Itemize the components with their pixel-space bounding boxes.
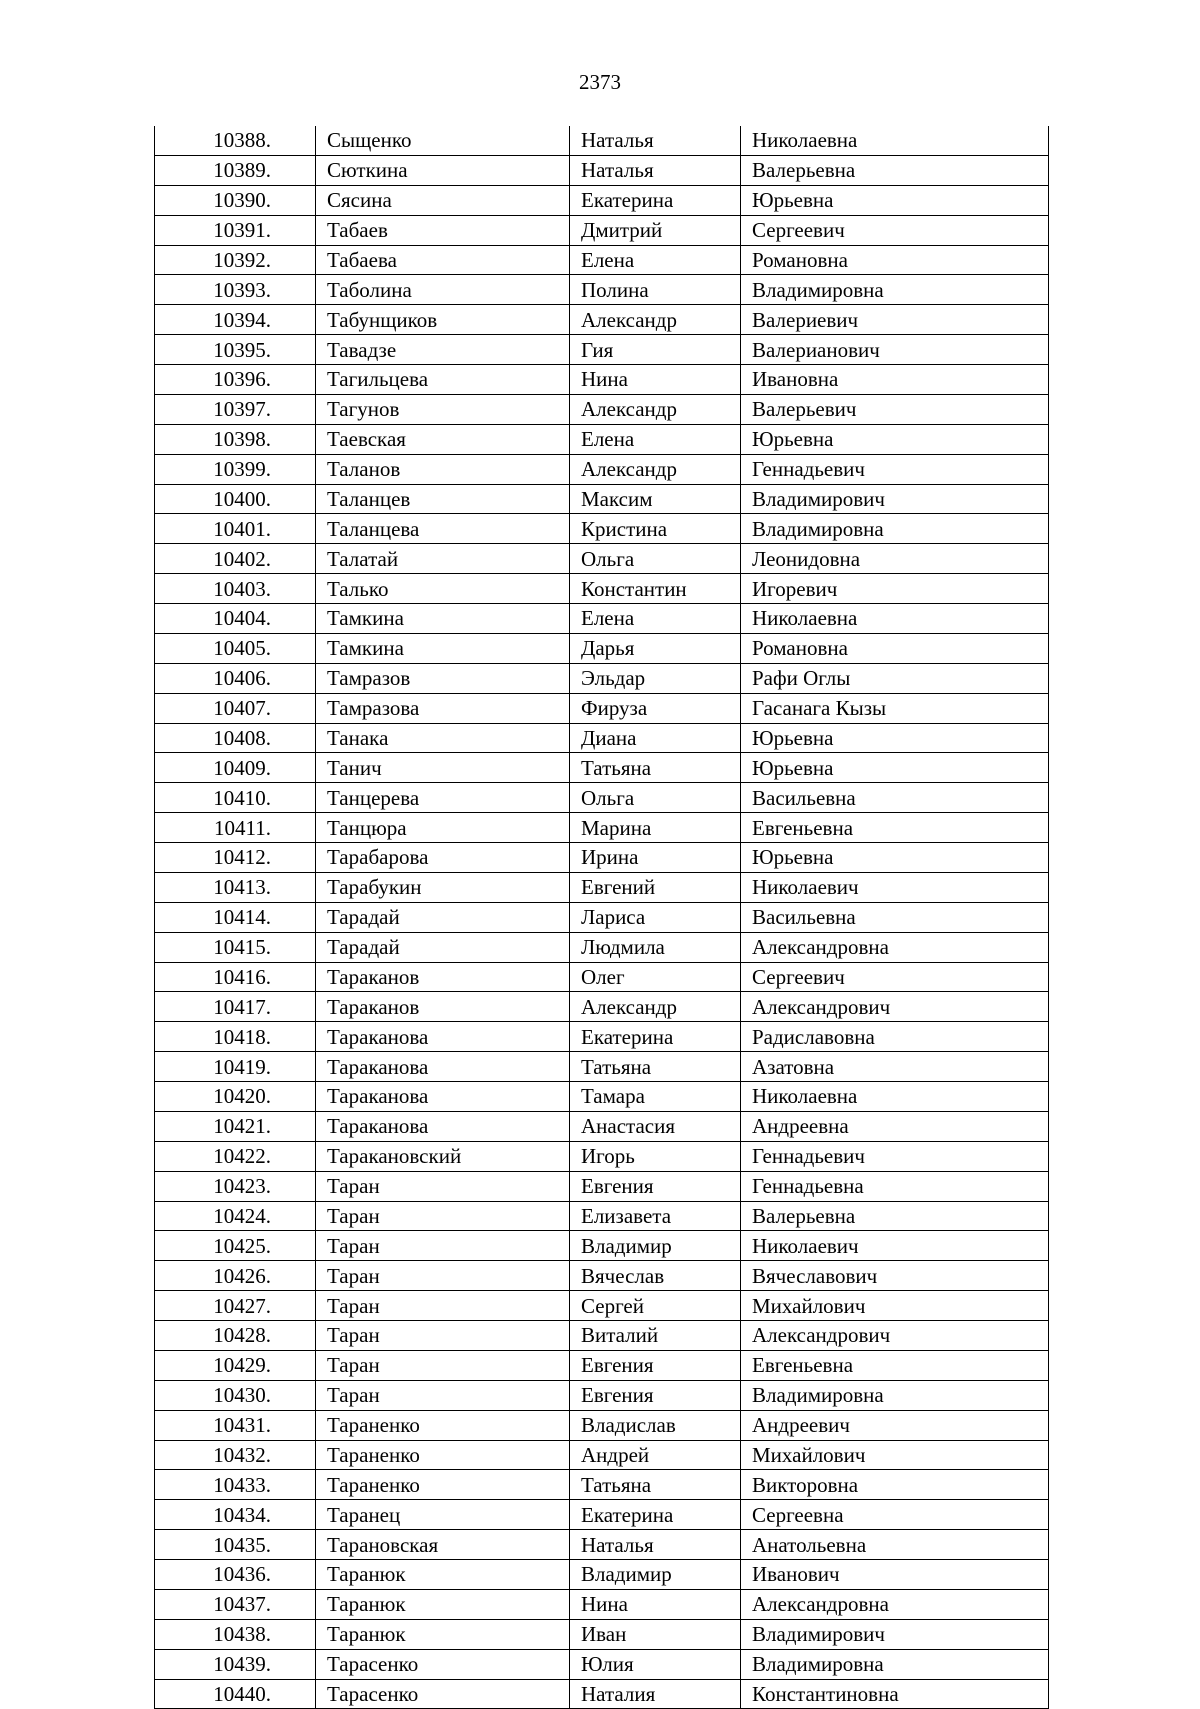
- patronymic: Гасанага Кызы: [741, 693, 1049, 723]
- patronymic: Владимирович: [741, 484, 1049, 514]
- patronymic: Ивановна: [741, 365, 1049, 395]
- table-row: [155, 544, 1049, 574]
- first-name: Андрей: [570, 1440, 741, 1470]
- first-name: Татьяна: [570, 1470, 741, 1500]
- first-name: Владимир: [570, 1560, 741, 1590]
- first-name: Нина: [570, 365, 741, 395]
- patronymic: Сергеевна: [741, 1500, 1049, 1530]
- first-name: Наталья: [570, 155, 741, 185]
- patronymic: Юрьевна: [741, 424, 1049, 454]
- patronymic: Валерьевич: [741, 394, 1049, 424]
- name-roster-table: [154, 126, 1049, 1709]
- patronymic: Васильевна: [741, 902, 1049, 932]
- table-row: [155, 843, 1049, 873]
- first-name: Наталья: [570, 126, 741, 155]
- row-number: 10389.: [155, 155, 316, 185]
- last-name: Тараненко: [316, 1410, 570, 1440]
- last-name: Танака: [316, 723, 570, 753]
- table-row: [155, 1350, 1049, 1380]
- table-row: [155, 1141, 1049, 1171]
- last-name: Таран: [316, 1380, 570, 1410]
- last-name: Табаев: [316, 215, 570, 245]
- last-name: Сыщенко: [316, 126, 570, 155]
- row-number: 10408.: [155, 723, 316, 753]
- last-name: Таранюк: [316, 1560, 570, 1590]
- patronymic: Геннадьевна: [741, 1171, 1049, 1201]
- row-number: 10393.: [155, 275, 316, 305]
- row-number: 10439.: [155, 1649, 316, 1679]
- patronymic: Валерьевна: [741, 1201, 1049, 1231]
- first-name: Диана: [570, 723, 741, 753]
- table-row: [155, 454, 1049, 484]
- patronymic: Вячеславович: [741, 1261, 1049, 1291]
- last-name: Тараненко: [316, 1470, 570, 1500]
- patronymic: Николаевна: [741, 604, 1049, 634]
- row-number: 10394.: [155, 305, 316, 335]
- row-number: 10429.: [155, 1350, 316, 1380]
- last-name: Таевская: [316, 424, 570, 454]
- row-number: 10416.: [155, 962, 316, 992]
- row-number: 10407.: [155, 693, 316, 723]
- table-row: [155, 1052, 1049, 1082]
- last-name: Таран: [316, 1171, 570, 1201]
- table-row: [155, 604, 1049, 634]
- table-row: [155, 1410, 1049, 1440]
- table-row: [155, 783, 1049, 813]
- first-name: Иван: [570, 1619, 741, 1649]
- first-name: Юлия: [570, 1649, 741, 1679]
- first-name: Эльдар: [570, 663, 741, 693]
- first-name: Владислав: [570, 1410, 741, 1440]
- row-number: 10412.: [155, 843, 316, 873]
- table-row: [155, 1619, 1049, 1649]
- row-number: 10414.: [155, 902, 316, 932]
- table-row: [155, 693, 1049, 723]
- table-row: [155, 424, 1049, 454]
- last-name: Таболина: [316, 275, 570, 305]
- last-name: Тараканов: [316, 992, 570, 1022]
- row-number: 10418.: [155, 1022, 316, 1052]
- table-row: [155, 335, 1049, 365]
- last-name: Таран: [316, 1291, 570, 1321]
- row-number: 10427.: [155, 1291, 316, 1321]
- patronymic: Николаевич: [741, 872, 1049, 902]
- patronymic: Николаевич: [741, 1231, 1049, 1261]
- patronymic: Викторовна: [741, 1470, 1049, 1500]
- last-name: Таранюк: [316, 1589, 570, 1619]
- patronymic: Азатовна: [741, 1052, 1049, 1082]
- table-row: [155, 813, 1049, 843]
- last-name: Таран: [316, 1350, 570, 1380]
- first-name: Дмитрий: [570, 215, 741, 245]
- last-name: Таланцев: [316, 484, 570, 514]
- row-number: 10440.: [155, 1679, 316, 1709]
- row-number: 10396.: [155, 365, 316, 395]
- patronymic: Рафи Оглы: [741, 663, 1049, 693]
- row-number: 10405.: [155, 633, 316, 663]
- row-number: 10417.: [155, 992, 316, 1022]
- first-name: Константин: [570, 574, 741, 604]
- table-row: [155, 1560, 1049, 1590]
- table-row: [155, 1679, 1049, 1709]
- first-name: Наталия: [570, 1679, 741, 1709]
- first-name: Екатерина: [570, 185, 741, 215]
- patronymic: Михайлович: [741, 1440, 1049, 1470]
- table-row: [155, 1171, 1049, 1201]
- first-name: Елена: [570, 424, 741, 454]
- first-name: Ольга: [570, 783, 741, 813]
- first-name: Владимир: [570, 1231, 741, 1261]
- first-name: Сергей: [570, 1291, 741, 1321]
- first-name: Виталий: [570, 1321, 741, 1351]
- table-row: [155, 1470, 1049, 1500]
- last-name: Тарасенко: [316, 1679, 570, 1709]
- last-name: Тавадзе: [316, 335, 570, 365]
- table-row: [155, 245, 1049, 275]
- row-number: 10402.: [155, 544, 316, 574]
- patronymic: Васильевна: [741, 783, 1049, 813]
- patronymic: Игоревич: [741, 574, 1049, 604]
- last-name: Табунщиков: [316, 305, 570, 335]
- patronymic: Романовна: [741, 245, 1049, 275]
- last-name: Тараканова: [316, 1111, 570, 1141]
- table-row: [155, 1022, 1049, 1052]
- roster-body: [155, 126, 1049, 1709]
- last-name: Таран: [316, 1321, 570, 1351]
- last-name: Таран: [316, 1261, 570, 1291]
- last-name: Тамразов: [316, 663, 570, 693]
- patronymic: Владимировна: [741, 275, 1049, 305]
- first-name: Кристина: [570, 514, 741, 544]
- table-row: [155, 1261, 1049, 1291]
- patronymic: Владимировна: [741, 514, 1049, 544]
- first-name: Дарья: [570, 633, 741, 663]
- first-name: Полина: [570, 275, 741, 305]
- last-name: Талатай: [316, 544, 570, 574]
- table-row: [155, 872, 1049, 902]
- patronymic: Евгеньевна: [741, 813, 1049, 843]
- row-number: 10409.: [155, 753, 316, 783]
- last-name: Тагунов: [316, 394, 570, 424]
- table-row: [155, 215, 1049, 245]
- first-name: Евгения: [570, 1380, 741, 1410]
- patronymic: Сергеевич: [741, 962, 1049, 992]
- row-number: 10391.: [155, 215, 316, 245]
- last-name: Таракановский: [316, 1141, 570, 1171]
- patronymic: Романовна: [741, 633, 1049, 663]
- table-row: [155, 484, 1049, 514]
- table-row: [155, 663, 1049, 693]
- patronymic: Владимировна: [741, 1649, 1049, 1679]
- patronymic: Владимирович: [741, 1619, 1049, 1649]
- table-row: [155, 633, 1049, 663]
- last-name: Таран: [316, 1231, 570, 1261]
- row-number: 10395.: [155, 335, 316, 365]
- row-number: 10415.: [155, 932, 316, 962]
- table-row: [155, 932, 1049, 962]
- last-name: Тарасенко: [316, 1649, 570, 1679]
- last-name: Тамкина: [316, 633, 570, 663]
- table-row: [155, 1111, 1049, 1141]
- patronymic: Юрьевна: [741, 843, 1049, 873]
- table-row: [155, 1082, 1049, 1112]
- table-row: [155, 1291, 1049, 1321]
- row-number: 10400.: [155, 484, 316, 514]
- table-row: [155, 1321, 1049, 1351]
- patronymic: Николаевна: [741, 126, 1049, 155]
- row-number: 10406.: [155, 663, 316, 693]
- patronymic: Андреевна: [741, 1111, 1049, 1141]
- patronymic: Владимировна: [741, 1380, 1049, 1410]
- patronymic: Леонидовна: [741, 544, 1049, 574]
- first-name: Александр: [570, 394, 741, 424]
- first-name: Александр: [570, 992, 741, 1022]
- row-number: 10410.: [155, 783, 316, 813]
- patronymic: Валериевич: [741, 305, 1049, 335]
- table-row: [155, 514, 1049, 544]
- table-row: [155, 394, 1049, 424]
- table-row: [155, 1530, 1049, 1560]
- row-number: 10425.: [155, 1231, 316, 1261]
- first-name: Людмила: [570, 932, 741, 962]
- row-number: 10421.: [155, 1111, 316, 1141]
- last-name: Тамразова: [316, 693, 570, 723]
- patronymic: Юрьевна: [741, 723, 1049, 753]
- last-name: Таланцева: [316, 514, 570, 544]
- row-number: 10432.: [155, 1440, 316, 1470]
- first-name: Екатерина: [570, 1022, 741, 1052]
- table-row: [155, 723, 1049, 753]
- last-name: Тараканова: [316, 1022, 570, 1052]
- patronymic: Юрьевна: [741, 185, 1049, 215]
- row-number: 10433.: [155, 1470, 316, 1500]
- patronymic: Михайлович: [741, 1291, 1049, 1321]
- patronymic: Константиновна: [741, 1679, 1049, 1709]
- table-row: [155, 1440, 1049, 1470]
- table-row: [155, 902, 1049, 932]
- row-number: 10390.: [155, 185, 316, 215]
- first-name: Александр: [570, 305, 741, 335]
- table-row: [155, 155, 1049, 185]
- first-name: Марина: [570, 813, 741, 843]
- table-row: [155, 1500, 1049, 1530]
- patronymic: Александрович: [741, 992, 1049, 1022]
- table-row: [155, 185, 1049, 215]
- row-number: 10397.: [155, 394, 316, 424]
- row-number: 10424.: [155, 1201, 316, 1231]
- first-name: Лариса: [570, 902, 741, 932]
- patronymic: Андреевич: [741, 1410, 1049, 1440]
- last-name: Танич: [316, 753, 570, 783]
- first-name: Ольга: [570, 544, 741, 574]
- table-row: [155, 305, 1049, 335]
- table-row: [155, 1231, 1049, 1261]
- row-number: 10398.: [155, 424, 316, 454]
- first-name: Нина: [570, 1589, 741, 1619]
- row-number: 10437.: [155, 1589, 316, 1619]
- row-number: 10401.: [155, 514, 316, 544]
- last-name: Тараканова: [316, 1052, 570, 1082]
- last-name: Тарановская: [316, 1530, 570, 1560]
- first-name: Елена: [570, 604, 741, 634]
- row-number: 10422.: [155, 1141, 316, 1171]
- row-number: 10413.: [155, 872, 316, 902]
- first-name: Вячеслав: [570, 1261, 741, 1291]
- last-name: Таранец: [316, 1500, 570, 1530]
- row-number: 10411.: [155, 813, 316, 843]
- last-name: Сясина: [316, 185, 570, 215]
- row-number: 10430.: [155, 1380, 316, 1410]
- row-number: 10434.: [155, 1500, 316, 1530]
- patronymic: Александрович: [741, 1321, 1049, 1351]
- first-name: Максим: [570, 484, 741, 514]
- first-name: Тамара: [570, 1082, 741, 1112]
- row-number: 10438.: [155, 1619, 316, 1649]
- row-number: 10436.: [155, 1560, 316, 1590]
- last-name: Табаева: [316, 245, 570, 275]
- patronymic: Радиславовна: [741, 1022, 1049, 1052]
- patronymic: Юрьевна: [741, 753, 1049, 783]
- row-number: 10419.: [155, 1052, 316, 1082]
- first-name: Игорь: [570, 1141, 741, 1171]
- row-number: 10420.: [155, 1082, 316, 1112]
- last-name: Тарадай: [316, 902, 570, 932]
- table-row: [155, 126, 1049, 155]
- last-name: Тараканов: [316, 962, 570, 992]
- table-row: [155, 1201, 1049, 1231]
- row-number: 10435.: [155, 1530, 316, 1560]
- patronymic: Геннадьевич: [741, 454, 1049, 484]
- patronymic: Александровна: [741, 1589, 1049, 1619]
- last-name: Танцюра: [316, 813, 570, 843]
- row-number: 10399.: [155, 454, 316, 484]
- patronymic: Геннадьевич: [741, 1141, 1049, 1171]
- first-name: Ирина: [570, 843, 741, 873]
- first-name: Татьяна: [570, 1052, 741, 1082]
- first-name: Олег: [570, 962, 741, 992]
- last-name: Тарабукин: [316, 872, 570, 902]
- last-name: Сюткина: [316, 155, 570, 185]
- table-row: [155, 962, 1049, 992]
- row-number: 10426.: [155, 1261, 316, 1291]
- table-row: [155, 1649, 1049, 1679]
- last-name: Тараканова: [316, 1082, 570, 1112]
- first-name: Гия: [570, 335, 741, 365]
- first-name: Анастасия: [570, 1111, 741, 1141]
- last-name: Тагильцева: [316, 365, 570, 395]
- patronymic: Анатольевна: [741, 1530, 1049, 1560]
- table-row: [155, 992, 1049, 1022]
- table-row: [155, 275, 1049, 305]
- patronymic: Евгеньевна: [741, 1350, 1049, 1380]
- last-name: Таранюк: [316, 1619, 570, 1649]
- last-name: Таран: [316, 1201, 570, 1231]
- patronymic: Валерьевна: [741, 155, 1049, 185]
- table-row: [155, 1589, 1049, 1619]
- table-row: [155, 365, 1049, 395]
- last-name: Тарадай: [316, 932, 570, 962]
- patronymic: Сергеевич: [741, 215, 1049, 245]
- last-name: Таланов: [316, 454, 570, 484]
- first-name: Евгения: [570, 1350, 741, 1380]
- first-name: Наталья: [570, 1530, 741, 1560]
- row-number: 10392.: [155, 245, 316, 275]
- first-name: Евгений: [570, 872, 741, 902]
- row-number: 10404.: [155, 604, 316, 634]
- last-name: Тараненко: [316, 1440, 570, 1470]
- row-number: 10388.: [155, 126, 316, 155]
- last-name: Тамкина: [316, 604, 570, 634]
- table-row: [155, 1380, 1049, 1410]
- last-name: Танцерева: [316, 783, 570, 813]
- last-name: Талько: [316, 574, 570, 604]
- first-name: Татьяна: [570, 753, 741, 783]
- row-number: 10428.: [155, 1321, 316, 1351]
- page-number: 2373: [579, 70, 621, 94]
- last-name: Тарабарова: [316, 843, 570, 873]
- table-row: [155, 574, 1049, 604]
- patronymic: Иванович: [741, 1560, 1049, 1590]
- patronymic: Валерианович: [741, 335, 1049, 365]
- first-name: Евгения: [570, 1171, 741, 1201]
- first-name: Елизавета: [570, 1201, 741, 1231]
- row-number: 10423.: [155, 1171, 316, 1201]
- first-name: Александр: [570, 454, 741, 484]
- row-number: 10403.: [155, 574, 316, 604]
- patronymic: Александровна: [741, 932, 1049, 962]
- first-name: Екатерина: [570, 1500, 741, 1530]
- table-row: [155, 753, 1049, 783]
- patronymic: Николаевна: [741, 1082, 1049, 1112]
- first-name: Фируза: [570, 693, 741, 723]
- first-name: Елена: [570, 245, 741, 275]
- row-number: 10431.: [155, 1410, 316, 1440]
